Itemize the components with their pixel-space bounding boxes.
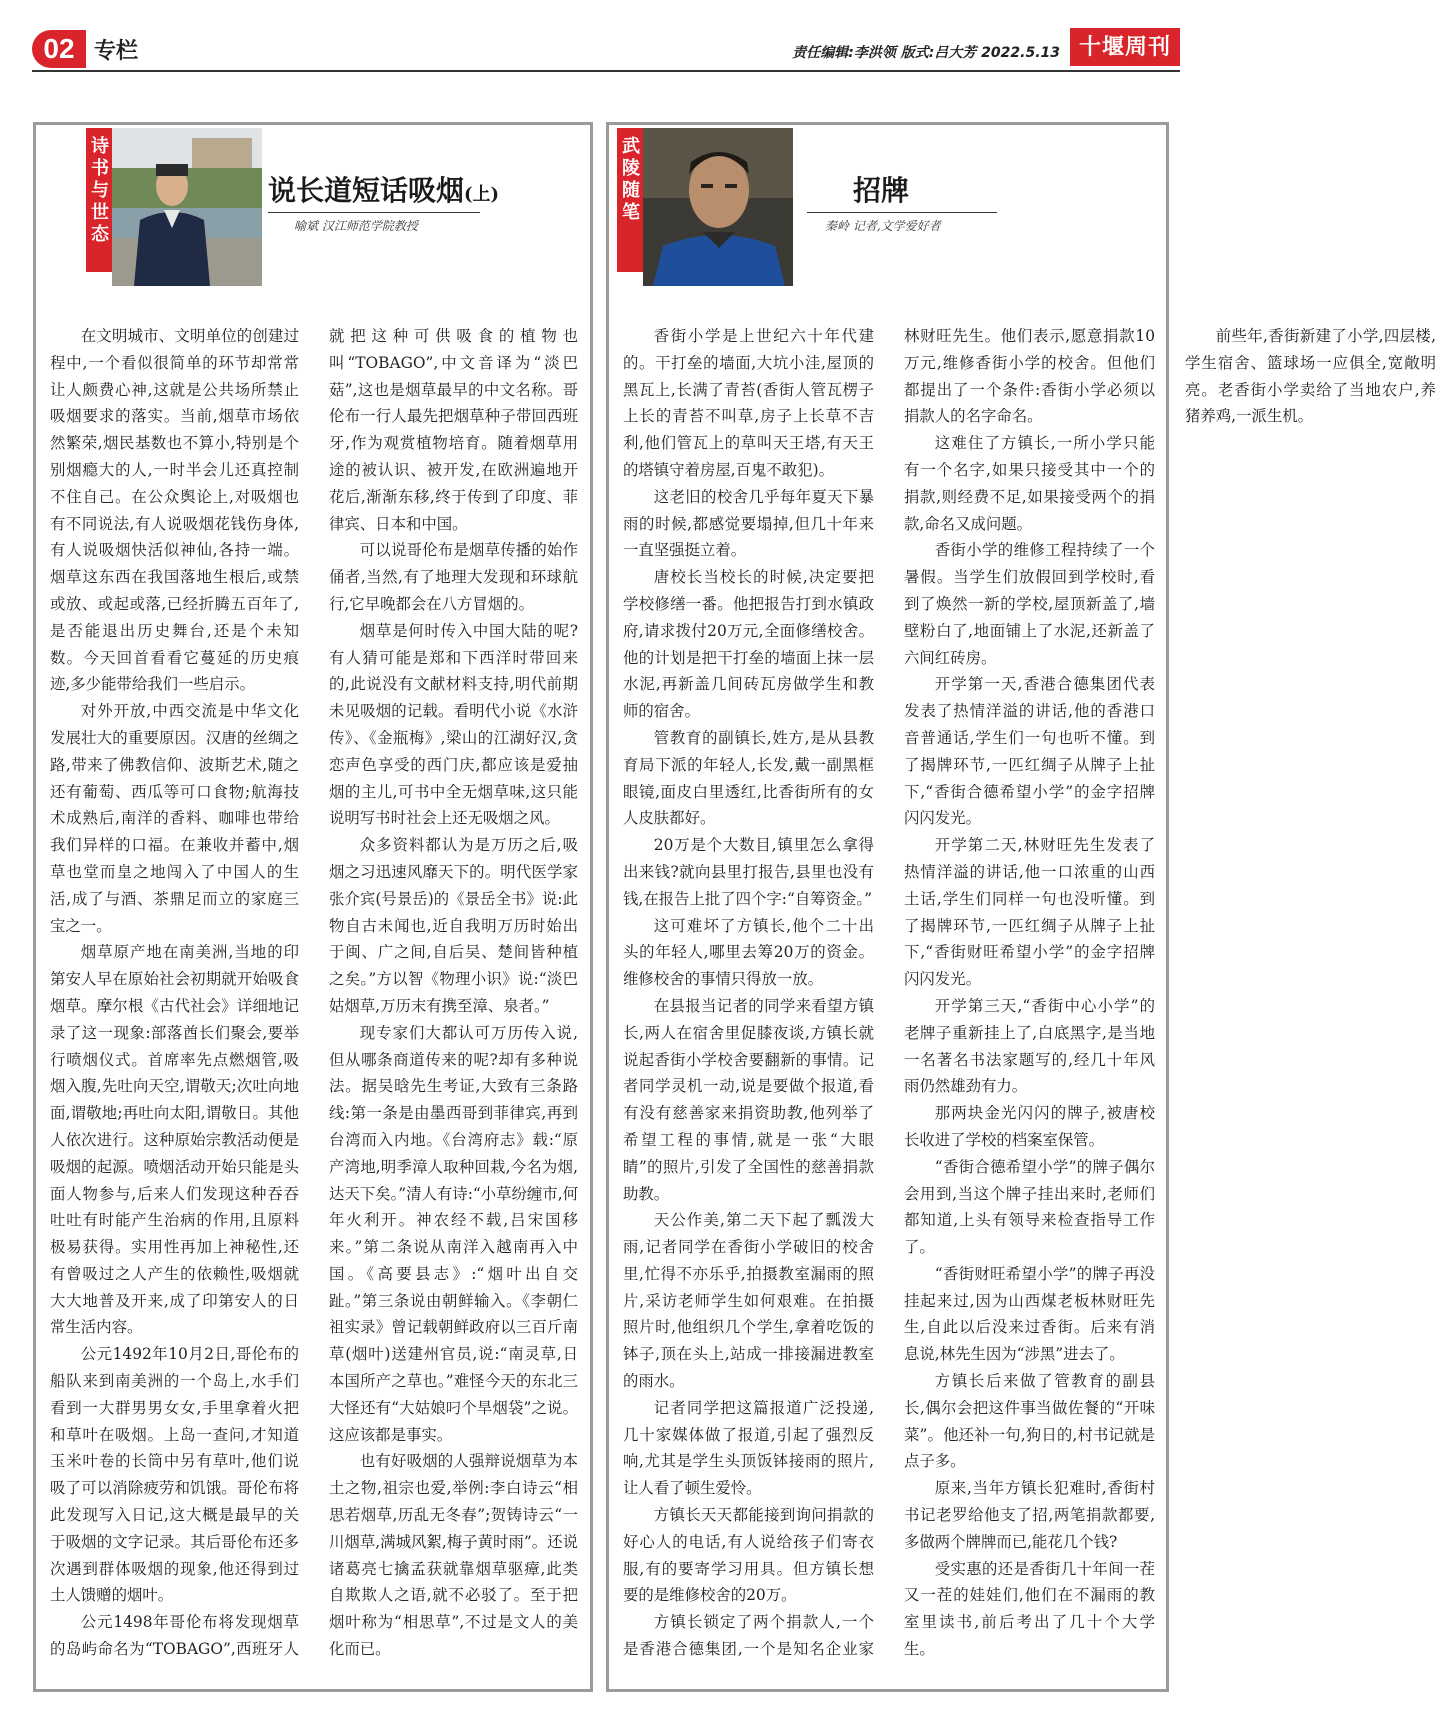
paragraph: 香街小学的维修工程持续了一个暑假。当学生们放假回到学校时,看到了焕然一新的学校,屋顶新盖了,墙壁粉白了,地面铺上了水泥,还新盖了六间红砖房。	[904, 541, 1155, 667]
newspaper-brand: 十堰周刊	[1070, 28, 1180, 66]
article-title: 招牌	[853, 174, 910, 207]
author-photo	[643, 128, 793, 286]
paragraph: 众多资料都认为是万历之后,吸烟之习迅速风靡天下的。明代医学家张介宾(号景岳)的《景岳全书》说:此物自古未闻也,近自我明万历时始出于闽、广之间,自后吴、楚间皆种植之矣。”方以智《物理小识》说:“淡巴姑烟草,万历末有携至漳、泉者。”	[329, 836, 578, 1015]
right-article	[606, 122, 1436, 1692]
paragraph: 管教育的副镇长,姓方,是从县教育局下派的年轻人,长发,戴一副黑框眼镜,面皮白里透红,比香街所有的女人皮肤都好。	[623, 728, 874, 828]
editor-credits: 责任编辑:李洪领 版式:吕大芳 2022.5.13	[792, 45, 1060, 61]
paragraph: 原来,当年方镇长犯难时,香街村书记老罗给他支了招,两笔捐款都要,多做两个牌牌而已,能花几个钱?	[904, 1479, 1155, 1551]
paragraph: 香街小学是上世纪六十年代建的。干打垒的墙面,大坑小洼,屋顶的黑瓦上,长满了青苔(香街人管瓦楞子上长的青苔不叫草,房子上长草不吉利,他们管瓦上的草叫天王塔,有天王的塔镇守着房屋,百鬼不敢犯)。	[623, 327, 874, 479]
article-title-main: 说长道短话吸烟	[268, 174, 465, 207]
paragraph: 这老旧的校舍几乎每年夏天下暴雨的时候,都感觉要塌掉,但几十年来一直坚强挺立着。	[623, 487, 874, 560]
article-byline: 秦岭 记者,文学爱好者	[825, 219, 941, 233]
paragraph: 受实惠的还是香街几十年间一茬又一茬的娃娃们,他们在不漏雨的教室里读书,前后考出了几十个大学生。	[904, 1559, 1155, 1659]
section-name: 专栏	[94, 39, 139, 64]
paragraph: 也有好吸烟的人强辩说烟草为本土之物,祖宗也爱,举例:李白诗云“相思若烟草,历乱无冬春”;贺铸诗云“一川烟草,满城风絮,梅子黄时雨”。还说诸葛亮七擒孟获就靠烟草驱瘴,此类自欺欺人之语,就不必驳了。至于把烟叶称为“相思草”,不过是文人的美化而已。	[329, 1452, 578, 1659]
paragraph: 那两块金光闪闪的牌子,被唐校长收进了学校的档案室保管。	[904, 1104, 1155, 1149]
paragraph: 公元1492年10月2日,哥伦布的船队来到南美洲的一个岛上,水手们看到一大群男男女女,手里拿着火把和草叶在吸烟。上岛一查问,才知道玉米叶卷的长筒中另有草叶,他们说吸了可以消除疲劳和饥饿。哥伦布将此发现写入日记,这大概是最早的关于吸烟的文字记录。其后哥伦布还多次遇到群体吸烟的现象,他还得到过土人馈赠的烟叶。	[50, 1345, 299, 1605]
left-article	[33, 122, 593, 1692]
paragraph: 在县报当记者的同学来看望方镇长,两人在宿舍里促膝夜谈,方镇长就说起香街小学校舍要翻新的事情。记者同学灵机一动,说是要做个报道,看有没有慈善家来捐资助教,他列举了希望工程的事情,就是一张“大眼睛”的照片,引发了全国性的慈善捐款助教。	[623, 996, 874, 1203]
paragraph: 开学第一天,香港合德集团代表发表了热情洋溢的讲话,他的香港口音普通话,学生们一句也听不懂。到了揭牌环节,一匹红绸子从牌子上扯下,“香街合德希望小学”的金字招牌闪闪发光。	[904, 675, 1155, 828]
article-title-suffix: (上)	[464, 184, 500, 205]
column-tag: 诗书与世态	[86, 128, 114, 272]
paragraph: 公元1498年哥伦布将发现烟草的岛屿命名为“TOBAGO”,西班牙人就把这种可供吸食的植物也叫“TOBAGO”,中文音译为“淡巴菇”,这也是烟草最早的中文名称。哥伦布一行人最先把烟草种子带回西班牙,作为观赏植物培育。随着烟草用途的被认识、被开发,在欧洲遍地开花后,渐渐东移,终于传到了印度、菲律宾、日本和中国。	[50, 327, 578, 1659]
title-underline	[268, 212, 480, 213]
paragraph: 这难住了方镇长,一所小学只能有一个名字,如果只接受其中一个的捐款,则经费不足,如果接受两个的捐款,命名又成问题。	[904, 434, 1155, 533]
article-body	[50, 323, 578, 1668]
article-byline: 喻斌 汉江师范学院教授	[294, 219, 418, 233]
paragraph: 开学第三天,“香街中心小学”的老牌子重新挂上了,白底黑字,是当地一名著名书法家题写的,经几十年风雨仍然雄劲有力。	[904, 996, 1155, 1096]
paragraph: 前些年,香街新建了小学,四层楼,学生宿舍、篮球场一应俱全,宽敞明亮。老香街小学卖给了当地农户,养猪养鸡,一派生机。	[1185, 327, 1436, 426]
masthead	[32, 26, 1180, 74]
paragraph: 现专家们大都认可万历传入说,但从哪条商道传来的呢?却有多种说法。据吴晗先生考证,大致有三条路线:第一条是由墨西哥到菲律宾,再到台湾而入内地。《台湾府志》载:“原产湾地,明季漳人取种回栽,今名为烟,达天下矣。”清人有诗:“小草纷缠市,何年火利开。神农经不载,吕宋国移来。”第二条说从南洋入越南再入中国。《高要县志》:“烟叶出自交趾。”第三条说由朝鲜输入。《李朝仁祖实录》曾记载朝鲜政府以三百斤南草(烟叶)送建州官员,说:“南灵草,日本国所产之草也。”难怪今天的东北三大怪还有“大姑娘叼个旱烟袋”之说。这应该都是事实。	[329, 1023, 578, 1444]
paragraph: 烟草是何时传入中国大陆的呢?有人猜可能是郑和下西洋时带回来的,此说没有文献材料支持,明代前期未见吸烟的记载。看明代小说《水浒传》、《金瓶梅》,梁山的江湖好汉,贪恋声色享受的西门庆,都应该是爱抽烟的主儿,可书中全无烟草味,这只能说明写书时社会上还无吸烟之风。	[329, 621, 578, 828]
paragraph: “香街财旺希望小学”的牌子再没挂起来过,因为山西煤老板林财旺先生,自此以后没来过香街。后来有消息说,林先生因为“涉黑”进去了。	[904, 1264, 1155, 1364]
masthead-rule	[32, 70, 1180, 72]
paragraph: 唐校长当校长的时候,决定要把学校修缮一番。他把报告打到水镇政府,请求拨付20万元,全面修缮校舍。他的计划是把干打垒的墙面上抹一层水泥,再新盖几间砖瓦房做学生和教师的宿舍。	[623, 568, 874, 721]
paragraph: 20万是个大数目,镇里怎么拿得出来钱?就向县里打报告,县里也没有钱,在报告上批了四个字:“自筹资金。”	[623, 836, 874, 908]
paragraph: 开学第二天,林财旺先生发表了热情洋溢的讲话,他一口浓重的山西土话,学生们同样一句也没听懂。到了揭牌环节,一匹红绸子从牌子上扯下,“香街财旺希望小学”的金字招牌闪闪发光。	[904, 836, 1155, 989]
page-number: 02	[32, 30, 86, 68]
article-title	[268, 169, 499, 209]
paragraph: 这可难坏了方镇长,他个二十出头的年轻人,哪里去筹20万的资金。维修校舍的事情只得放一放。	[623, 916, 874, 989]
paragraph: 对外开放,中西交流是中华文化发展壮大的重要原因。汉唐的丝绸之路,带来了佛教信仰、波斯艺术,随之还有葡萄、西瓜等可口食物;航海技术成熟后,南洋的香料、咖啡也带给我们异样的口福。在兼收并蓄中,烟草也堂而皇之地闯入了中国人的生活,成了与酒、茶鼎足而立的家庭三宝之一。	[50, 702, 299, 935]
author-photo	[112, 128, 262, 286]
paragraph: 方镇长锁定了两个捐款人,一个是香港合德集团,一个是知名企业家林财旺先生。他们表示,愿意捐款10万元,维修香街小学的校舍。但他们都提出了一个条件:香街小学必须以捐款人的名字命名。	[623, 327, 1155, 1659]
paragraph: 在文明城市、文明单位的创建过程中,一个看似很简单的环节却常常让人颇费心神,这就是公共场所禁止吸烟要求的落实。当前,烟草市场依然繁荣,烟民基数也不算小,特别是个别烟瘾大的人,一时半会儿还真控制不住自己。在公众舆论上,对吸烟也有不同说法,有人说吸烟花钱伤身体,有人说吸烟快活似神仙,各持一端。烟草这东西在我国落地生根后,或禁或放、或起或落,已经折腾五百年了,是否能退出历史舞台,还是个未知数。今天回首看看它蔓延的历史痕迹,多少能带给我们一些启示。	[50, 327, 299, 694]
paragraph: “香街合德希望小学”的牌子偶尔会用到,当这个牌子挂出来时,老师们都知道,上头有领导来检查指导工作了。	[904, 1157, 1155, 1257]
author-portrait-image	[643, 128, 793, 286]
column-tag: 武陵随笔	[617, 128, 645, 272]
paragraph: 方镇长天天都能接到询问捐款的好心人的电话,有人说给孩子们寄衣服,有的要寄学习用具。但方镇长想要的是维修校舍的20万。	[623, 1506, 874, 1605]
paragraph: 记者同学把这篇报道广泛投递,几十家媒体做了报道,引起了强烈反响,尤其是学生头顶饭钵接雨的照片,让人看了顿生爱怜。	[623, 1398, 874, 1498]
title-underline	[807, 212, 997, 213]
paragraph: 烟草原产地在南美洲,当地的印第安人早在原始社会初期就开始吸食烟草。摩尔根《古代社会》详细地记录了这一现象:部落酋长们聚会,要举行喷烟仪式。首席率先点燃烟管,吸烟入腹,先吐向天空,谓敬天;次吐向地面,谓敬地;再吐向太阳,谓敬日。其他人依次进行。这种原始宗教活动便是吸烟的起源。喷烟活动开始只能是头面人物参与,后来人们发现这种吞吞吐吐有时能产生治病的作用,且原料极易获得。实用性再加上神秘性,还有曾吸过之人产生的依赖性,吸烟就大大地普及开来,成了印第安人的日常生活内容。	[50, 943, 299, 1337]
paragraph: 可以说哥伦布是烟草传播的始作俑者,当然,有了地理大发现和环球航行,它早晚都会在八方冒烟的。	[329, 541, 578, 613]
paragraph: 方镇长后来做了管教育的副县长,偶尔会把这件事当做佐餐的“开味菜”。他还补一句,狗日的,村书记就是点子多。	[904, 1372, 1155, 1471]
author-portrait-image	[112, 128, 262, 286]
paragraph: 天公作美,第二天下起了瓢泼大雨,记者同学在香街小学破旧的校舍里,忙得不亦乐乎,拍摄教室漏雨的照片,采访老师学生如何艰难。在拍摄照片时,他组织几个学生,拿着吃饭的钵子,顶在头上,站成一排接漏进教室的雨水。	[623, 1211, 874, 1391]
article-body	[623, 323, 1436, 1668]
